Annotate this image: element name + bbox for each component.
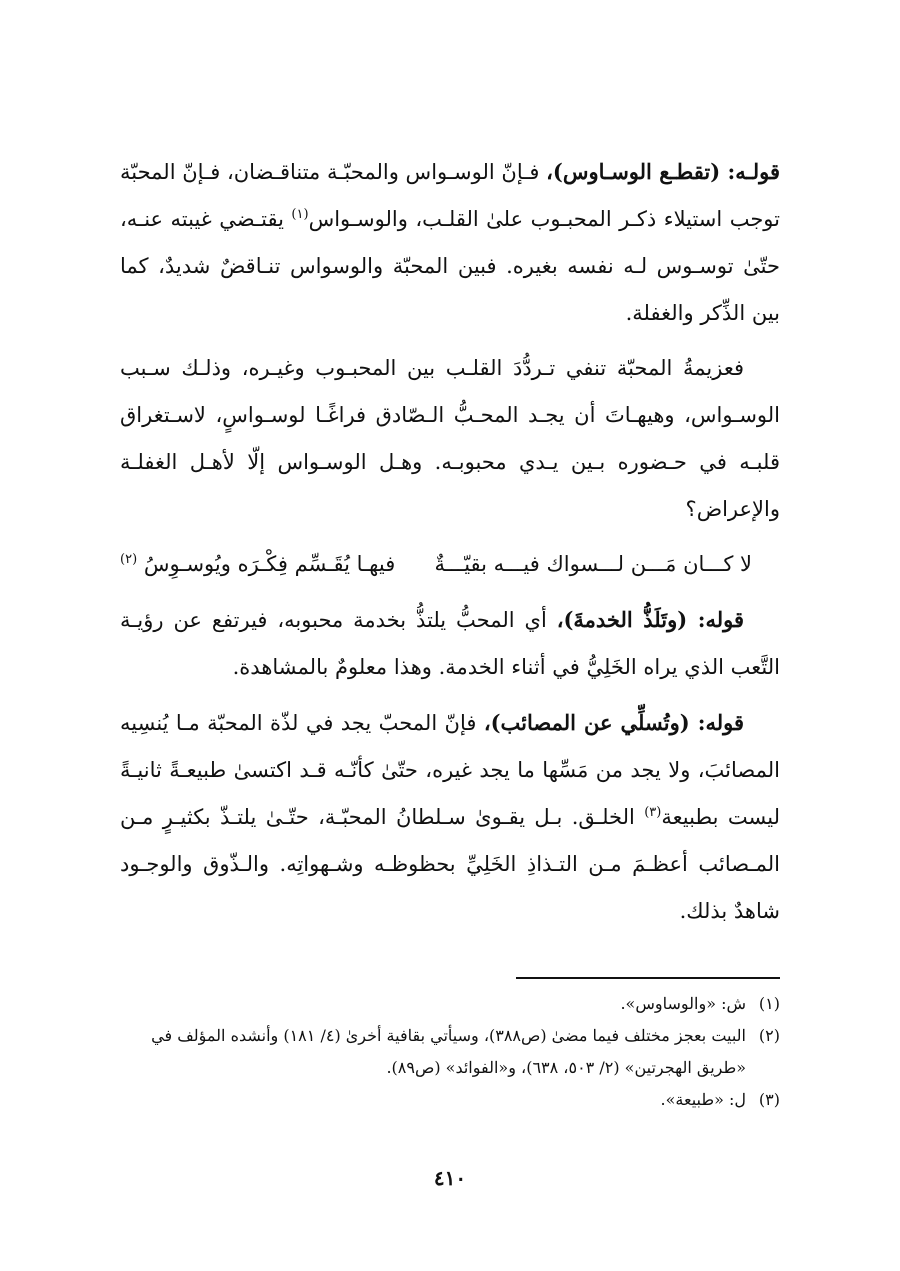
footnote-1 [120, 988, 780, 1020]
footnote-ref-1[interactable]: (١) [291, 207, 309, 222]
verse-second-hemistich: فيهـا يُقَـسِّم فِكْـرَه ويُوسـوِسُ [143, 552, 396, 576]
paragraph-text: أي المحبُّ يلتذُّ بخدمة محبوبه، فيرتفع عن رؤيـة التَّعب الذي يراه الخَلِيُّ في أثناء الخدمة. وهذا معلومٌ بالمشاهدة. [120, 608, 780, 679]
verse-first-hemistich: لا كـــان مَـــن لـــسواك فيـــه بقيّـــةٌ [434, 552, 752, 576]
footnote-number: (١) [758, 994, 780, 1013]
footnotes [120, 988, 780, 1116]
footnote-ref-2[interactable]: (٢) [120, 552, 138, 567]
footnote-text: البيت بعجز مختلف فيما مضىٰ (ص٣٨٨)، وسيأتي بقافية أخرىٰ (٤/ ١٨١) وأنشده المؤلف في «طريق الهجرتين» (٢/ ٥٠٣، ٦٣٨)، و«الفوائد» (ص٨٩). [151, 1026, 746, 1077]
quote-heading: قولـه: (تقطـع الوسـاوس)، [546, 159, 780, 184]
paragraph-text-continued: يقتـضي غيبته عنـه، حتّىٰ توسـوس لـه نفسه بغيره. فبين المحبّة والوسواس تنـاقضٌ شديدٌ، كما بين الذِّكر والغفلة. [120, 207, 780, 325]
footnote-separator [516, 977, 780, 979]
footnote-text: ش: «والوساوس». [620, 994, 746, 1013]
footnote-number: (٢) [758, 1026, 780, 1045]
footnote-2 [120, 1020, 780, 1084]
verse-second-hemistich-wrap [120, 541, 395, 588]
main-text [120, 148, 780, 943]
paragraph-1 [120, 148, 780, 337]
quote-heading: قوله: (وتَلَذُّ الخدمةَ)، [556, 607, 744, 632]
paragraph-text: فإنّ المحبّ يجد في لذّة المحبّة مـا يُنسِيه المصائبَ، ولا يجد من مَسِّها ما يجد غيره، حتّىٰ كأنّـه قـد اكتسىٰ طبيعـةً ثانيـةً ليست بطبيعة [120, 711, 780, 829]
footnote-text: ل: «طبيعة». [660, 1090, 746, 1109]
paragraph-text: فعزيمةُ المحبّة تنفي تـردُّدَ القلـب بين المحبـوب وغيـره، وذلـك سـبب الوسـواس، وهيهـاتَ أن يجـد المحـبُّ الـصّادق فراغًـا لوسـواسٍ، لاسـتغراق قلبـه في حـضوره بـين يـدي محبوبـه. وهـل الوسـواس إلّا لأهـل الغفلـة والإعراض؟ [120, 356, 780, 521]
poetry-verse [120, 541, 780, 588]
footnote-3 [120, 1084, 780, 1116]
paragraph-text: فـإنّ الوسـواس والمحبّـة متناقـضان، فـإنّ المحبّة توجب استيلاء ذكـر المحبـوب علىٰ القلـب، والوسـواس [120, 160, 780, 231]
footnote-number: (٣) [758, 1090, 780, 1109]
paragraph-3 [120, 596, 780, 691]
page-number: ٤١٠ [433, 1166, 467, 1190]
paragraph-2 [120, 345, 780, 533]
paragraph-4 [120, 699, 780, 935]
paragraph-text-continued: الخلـق. بـل يقـوىٰ سـلطانُ المحبّـة، حتّـىٰ يلتـذّ بكثيـرٍ مـن المـصائب أعظـمَ مـن التـذاذِ الخَلِيِّ بحظوظـه وشـهواتِه. والـذّوق والوجـود شاهدٌ بذلك. [120, 805, 780, 923]
footnote-ref-3[interactable]: (٣) [644, 805, 662, 820]
quote-heading: قوله: (وتُسلِّي عن المصائب)، [483, 710, 744, 735]
